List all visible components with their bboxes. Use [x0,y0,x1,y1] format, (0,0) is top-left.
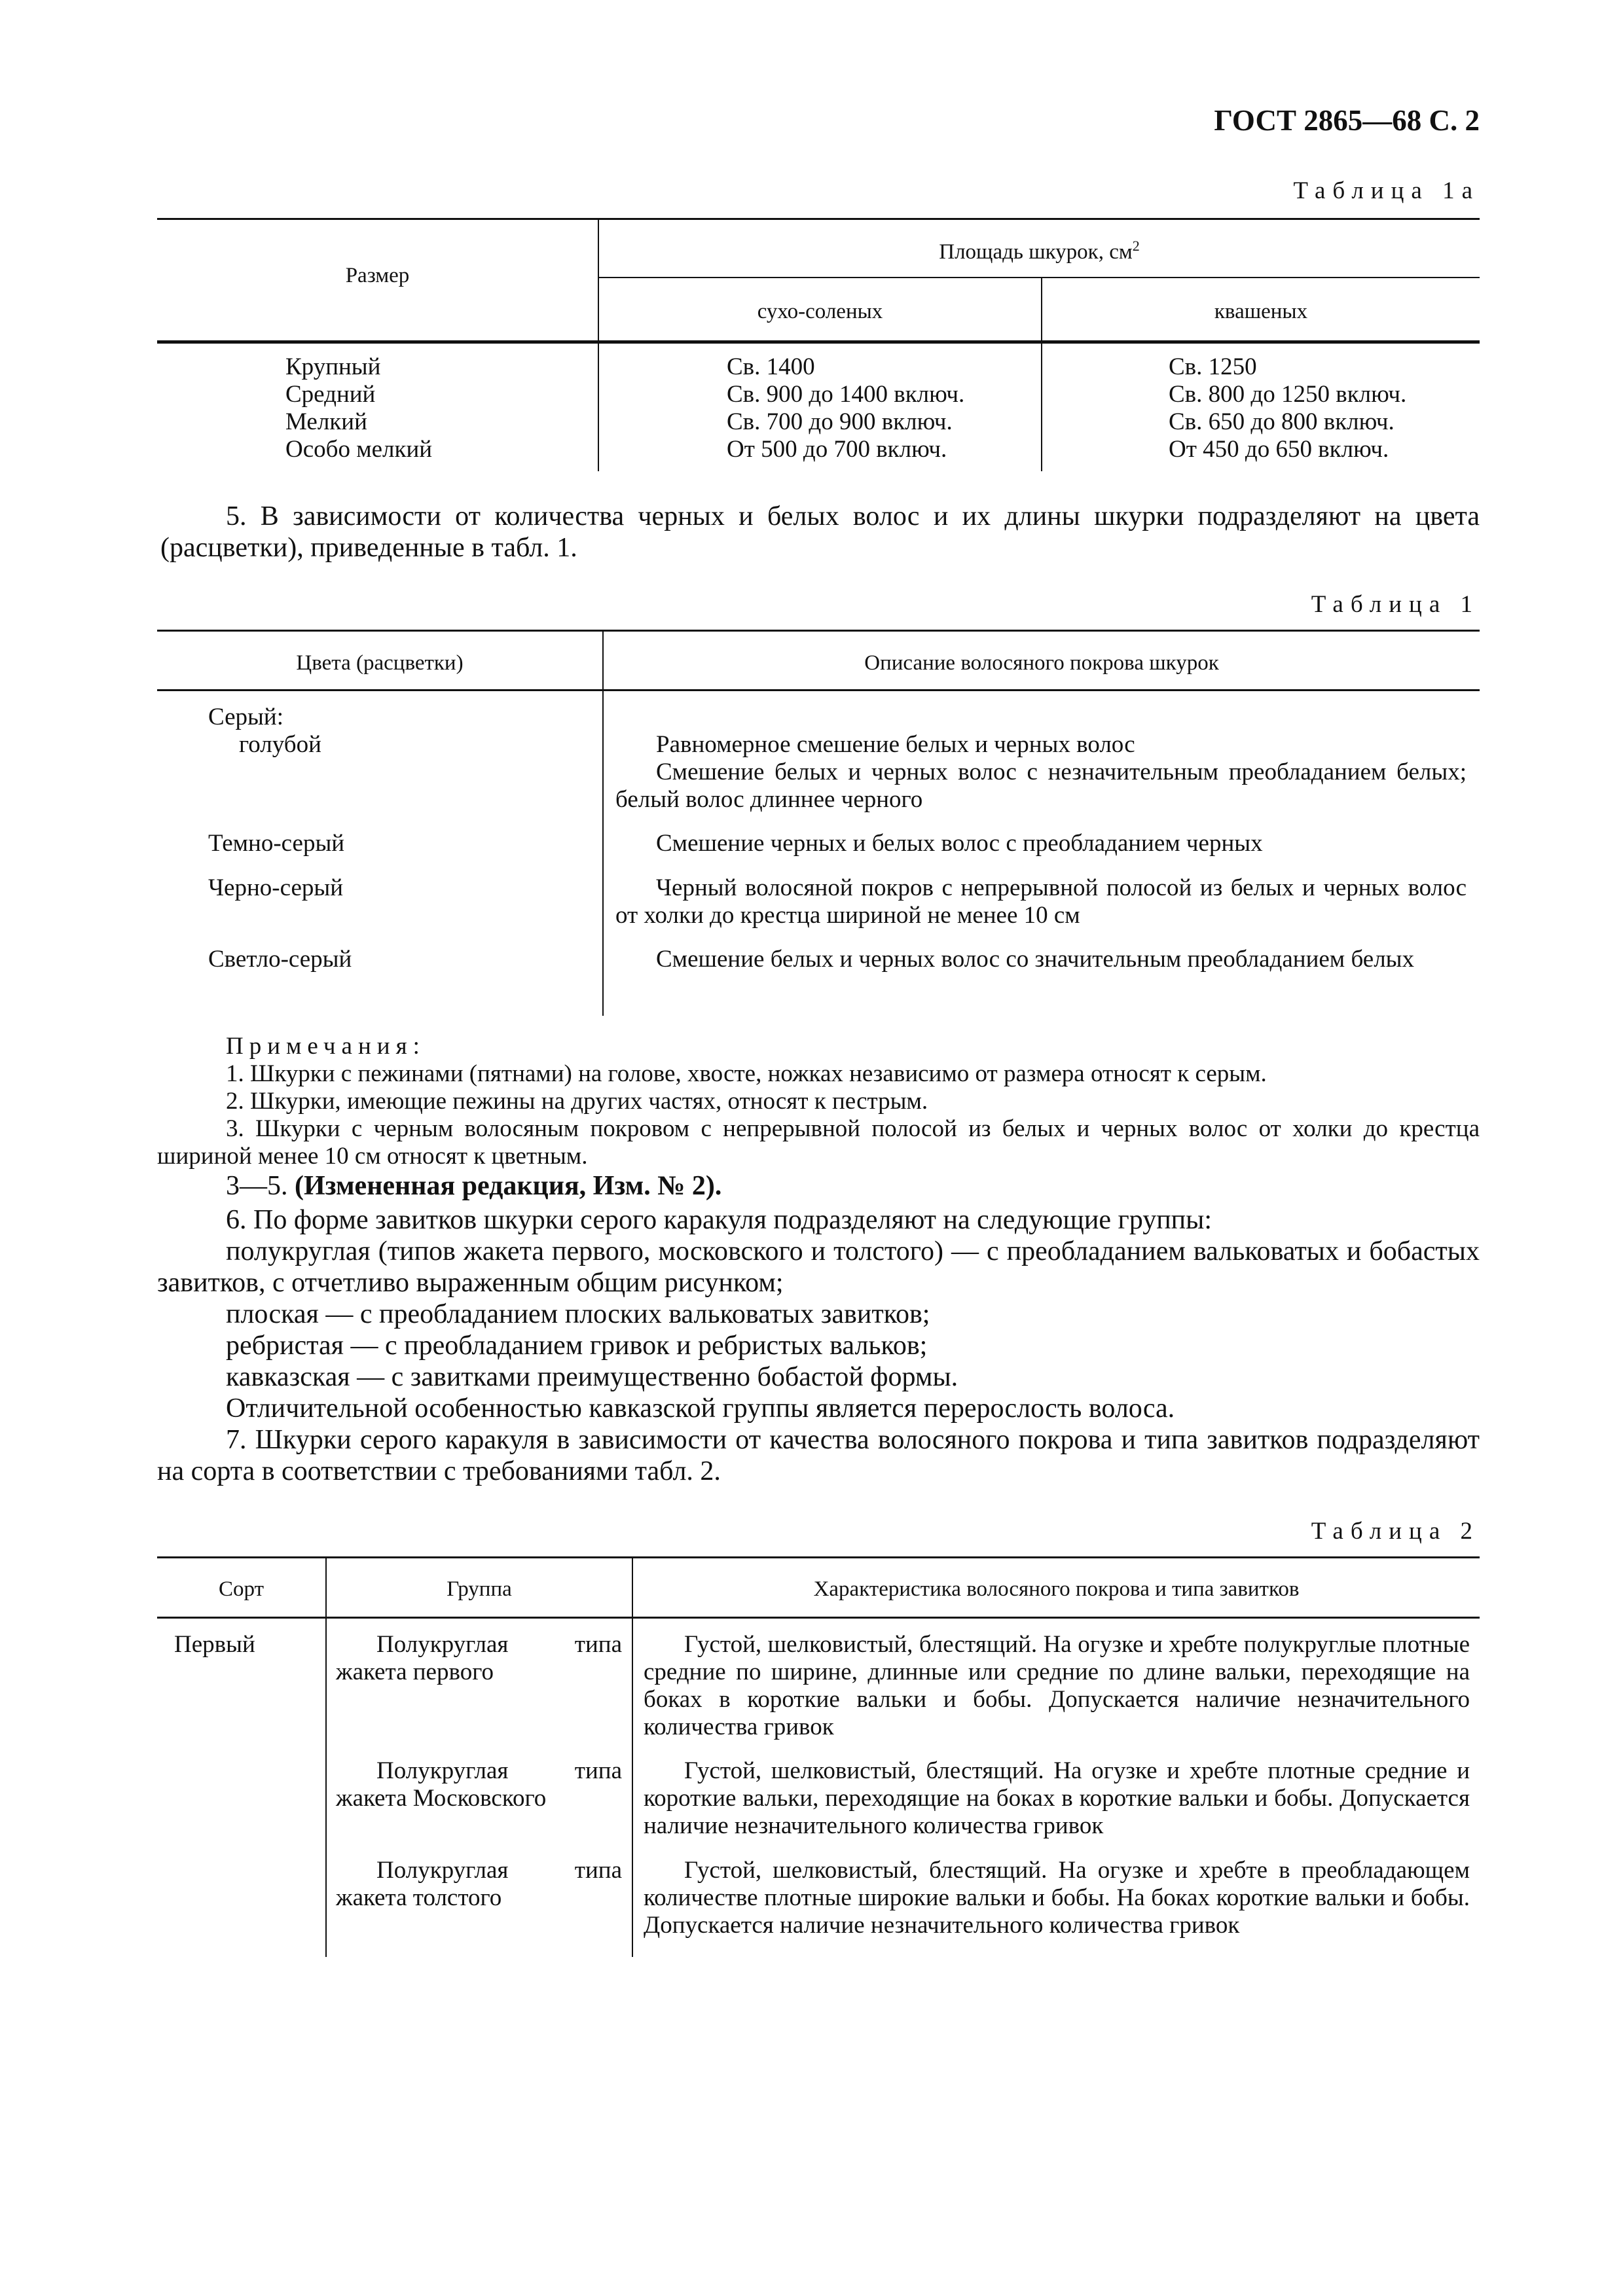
table-1a-col-dry: сухо-соленых [757,300,883,323]
table-1a-row-size: Мелкий [285,408,367,435]
table-1a-row-pickled: Св. 800 до 1250 включ. [1169,381,1407,408]
page-header-code: ГОСТ 2865—68 С. 2 [1214,104,1480,137]
table-2-char: Густой, шелковистый, блестящий. На огузке и хребте плотные средние и короткие вальки, переходящие на боках в короткие вальки и бобы. Допускается наличие незначительного количества гривок [644,1757,1470,1839]
table-1-col-color: Цвета (расцветки) [296,651,464,675]
table-2-char: Густой, шелковистый, блестящий. На огузке и хребте в преобладающем количестве плотные широкие вальки и бобы. На боках короткие вальки и бобы. Допускается наличие незначительного количества гривок [644,1857,1470,1939]
table-1a-row-size: Крупный [285,353,381,380]
paragraph-7: 7. Шкурки серого каракуля в зависимости от качества волосяного покрова и типа завитков подразделяют на сорта в соответствии с требованиями табл. 2. [157,1425,1480,1486]
table-2-group: Полукруглая типа жакета Московского [336,1757,622,1812]
paragraph-6-item: плоская — с преобладанием плоских вальковатых завитков; [226,1299,930,1329]
paragraph-6-item: кавказская — с завитками преимущественно бобастой формы. [226,1362,958,1392]
table-2-grade: Первый [174,1631,255,1658]
table-2-caption: Таблица 2 [1311,1518,1480,1545]
amendment-note: 3—5. (Измененная редакция, Изм. № 2). [226,1171,722,1201]
paragraph-6-item: Отличительной особенностью кавказской группы является перерослость волоса. [226,1393,1175,1424]
notes-title: Примечания: [226,1033,426,1060]
table-1-color: Серый: [208,704,283,730]
note-item: 3. Шкурки с черным волосяным покровом с непрерывной полосой из белых и черных волос от холки до крестца шириной менее 10 см относят к цветным. [157,1115,1480,1170]
paragraph-6-item: ребристая — с преобладанием гривок и ребристых вальков; [226,1331,928,1361]
table-2-col-grade: Сорт [219,1577,264,1601]
note-item: 2. Шкурки, имеющие пежины на других частях, относят к пестрым. [226,1088,928,1115]
table-1-desc: Смешение белых и черных волос с незначительным преобладанием белых; белый волос длиннее черного [615,759,1467,813]
table-1a-row-pickled: Св. 650 до 800 включ. [1169,408,1395,435]
table-1-desc: Смешение черных и белых волос с преобладанием черных [656,830,1263,857]
note-item: 1. Шкурки с пежинами (пятнами) на голове, хвосте, ножках независимо от размера относят к серым. [226,1060,1267,1087]
table-1a-col-size: Размер [345,264,410,287]
paragraph-5: 5. В зависимости от количества черных и белых волос и их длины шкурки подразделяют на цвета (расцветки), приведенные в табл. 1. [160,501,1480,563]
table-2-col-char: Характеристика волосяного покрова и типа завитков [813,1577,1300,1601]
table-1a-row-dry: От 500 до 700 включ. [727,436,947,463]
table-1a-row-pickled: От 450 до 650 включ. [1169,436,1389,463]
table-1a-row-dry: Св. 900 до 1400 включ. [727,381,965,408]
table-1a-col-area: Площадь шкурок, $см^2$ [939,238,1140,264]
table-1a-row-size: Особо мелкий [285,436,433,463]
paragraph-6-intro: 6. По форме завитков шкурки серого каракуля подразделяют на следующие группы: [226,1205,1213,1235]
table-1-caption: Таблица 1 [1311,591,1480,618]
table-2-group: Полукруглая типа жакета первого [336,1631,622,1685]
table-1-color: Черно-серый [208,874,344,901]
table-1a-row-dry: Св. 700 до 900 включ. [727,408,953,435]
table-1a-row-dry: Св. 1400 [727,353,815,380]
table-1-color: Темно-серый [208,830,345,857]
table-1a-col-pickled: квашеных [1214,300,1308,323]
table-1-desc: Смешение белых и черных волос со значительным преобладанием белых [656,946,1415,973]
table-1-desc: Черный волосяной покров с непрерывной полосой из белых и черных волос от холки до крестца шириной не менее 10 см [615,874,1467,929]
table-1a-row-pickled: Св. 1250 [1169,353,1257,380]
table-1a-caption: Таблица 1а [1293,177,1480,204]
table-2-col-group: Группа [447,1577,512,1601]
table-1a-row-size: Средний [285,381,376,408]
paragraph-6-item: полукруглая (типов жакета первого, московского и толстого) — с преобладанием вальковатых и бобастых завитков, с отчетливо выраженным общим рисунком; [157,1236,1480,1298]
table-1-desc: Равномерное смешение белых и черных волос [656,731,1135,758]
table-1-col-desc: Описание волосяного покрова шкурок [864,651,1219,675]
table-1-color: Светло-серый [208,946,352,973]
table-2-char: Густой, шелковистый, блестящий. На огузке и хребте полукруглые плотные средние по ширине, длинные или средние по длине вальки, переходящие на боках в короткие вальки и бобы. Допускается наличие незначительного количества гривок [644,1631,1470,1740]
table-1-color: голубой [239,731,321,758]
table-2-group: Полукруглая типа жакета толстого [336,1857,622,1911]
